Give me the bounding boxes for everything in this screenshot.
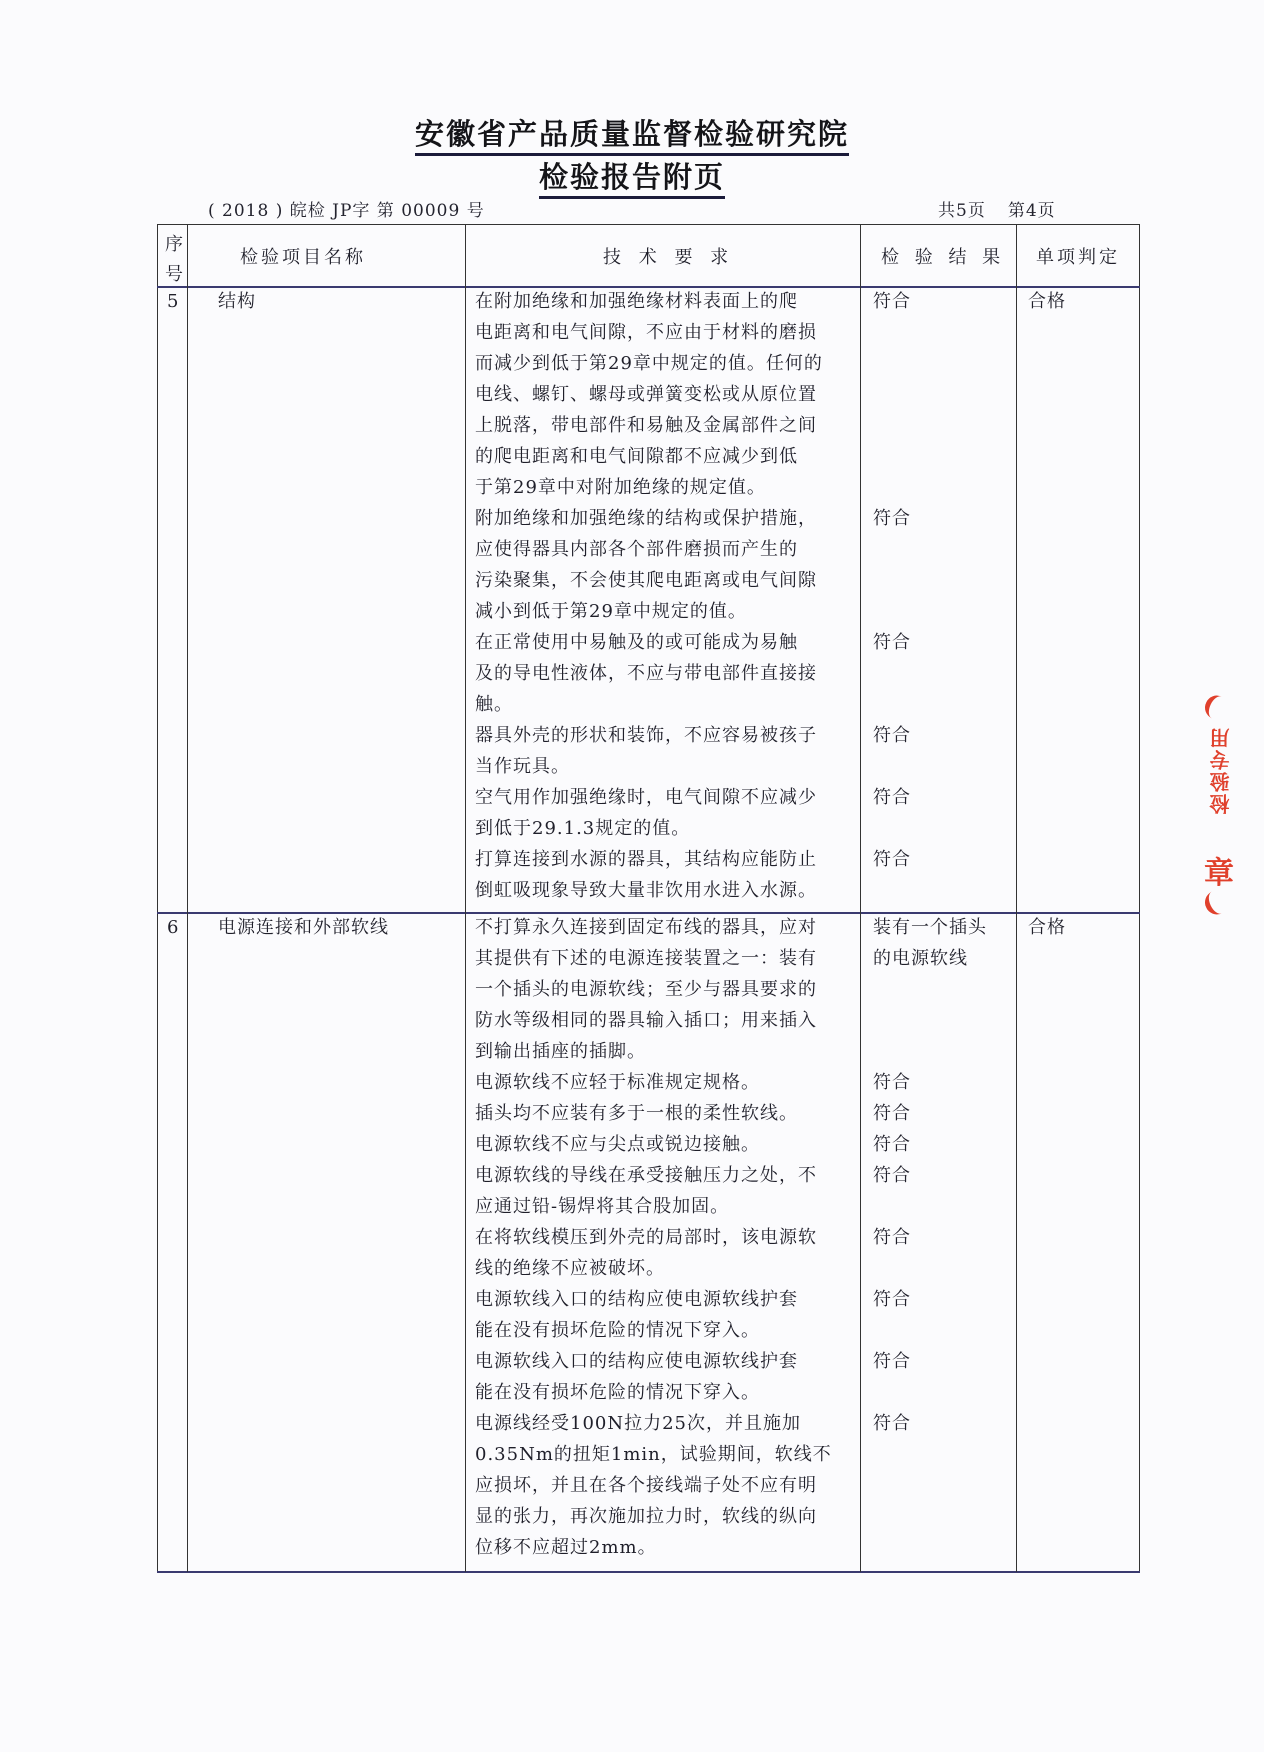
- requirement-line: 倒虹吸现象导致大量非饮用水进入水源。: [475, 880, 817, 901]
- requirement-line: 电源软线不应与尖点或锐边接触。: [475, 1134, 760, 1155]
- result-value: 符合: [873, 1072, 911, 1093]
- result-value: 符合: [873, 1134, 911, 1155]
- result-value: 符合: [873, 1165, 911, 1186]
- requirement-line: 污染聚集，不会使其爬电距离或电气间隙: [475, 570, 817, 591]
- column-header-verdict: 单项判定: [1036, 247, 1120, 268]
- result-line: 的电源软线: [873, 948, 968, 969]
- column-header-requirement: 技 术 要 求: [603, 247, 735, 268]
- requirement-line: 的爬电距离和电气间隙都不应减少到低: [475, 446, 798, 467]
- column-divider: [860, 224, 861, 1572]
- result-value: 符合: [873, 291, 911, 312]
- requirement-line: 电源软线入口的结构应使电源软线护套: [475, 1289, 798, 1310]
- requirement-line: 器具外壳的形状和装饰，不应容易被孩子: [475, 725, 817, 746]
- requirement-line: 当作玩具。: [475, 756, 570, 777]
- row-verdict: 合格: [1028, 917, 1066, 938]
- requirement-line: 而减少到低于第29章中规定的值。任何的: [475, 353, 823, 374]
- requirement-line: 能在没有损坏危险的情况下穿入。: [475, 1382, 760, 1403]
- requirement-line: 在附加绝缘和加强绝缘材料表面上的爬: [475, 291, 798, 312]
- column-divider: [465, 224, 466, 1572]
- requirement-line: 应使得器具内部各个部件磨损而产生的: [475, 539, 798, 560]
- requirement-line: 0.35Nm的扭矩1min，试验期间，软线不: [475, 1444, 832, 1465]
- institute-name: 安徽省产品质量监督检验研究院: [415, 117, 849, 156]
- result-value: 符合: [873, 787, 911, 808]
- row-seq: 5: [167, 291, 180, 312]
- requirement-line: 防水等级相同的器具输入插口；用来插入: [475, 1010, 817, 1031]
- requirement-line: 应通过铅-锡焊将其合股加固。: [475, 1196, 730, 1217]
- result-value: 符合: [873, 632, 911, 653]
- total-pages: 共5页: [938, 201, 986, 221]
- requirement-text: [475, 912, 832, 1563]
- requirement-line: 上脱落，带电部件和易触及金属部件之间: [475, 415, 817, 436]
- column-header-item: 检验项目名称: [240, 247, 366, 268]
- requirement-line: 于第29章中对附加绝缘的规定值。: [475, 477, 766, 498]
- result-value: 符合: [873, 1103, 911, 1124]
- requirement-line: 位移不应超过2mm。: [475, 1537, 657, 1558]
- requirement-line: 插头均不应装有多于一根的柔性软线。: [475, 1103, 798, 1124]
- row-item-name: 电源连接和外部软线: [218, 917, 389, 938]
- report-subtitle: [0, 155, 1264, 196]
- requirement-line: 触。: [475, 694, 513, 715]
- current-page: 第4页: [1007, 201, 1056, 221]
- result-value: 符合: [873, 508, 911, 529]
- requirement-line: 及的导电性液体，不应与带电部件直接接: [475, 663, 817, 684]
- requirement-text: [475, 286, 823, 906]
- column-header-result: 检 验 结 果: [881, 247, 1006, 268]
- report-number: ( 2018 ) 皖检 JP字 第 00009 号: [208, 201, 485, 221]
- requirement-line: 在正常使用中易触及的或可能成为易触: [475, 632, 798, 653]
- result-value: 符合: [873, 1289, 911, 1310]
- official-seal: [1192, 700, 1252, 910]
- requirement-line: 减小到低于第29章中规定的值。: [475, 601, 747, 622]
- requirement-line: 电源软线入口的结构应使电源软线护套: [475, 1351, 798, 1372]
- requirement-line: 一个插头的电源软线；至少与器具要求的: [475, 979, 817, 1000]
- row-seq: 6: [167, 917, 180, 938]
- column-header-seq: [165, 230, 183, 286]
- requirement-line: 打算连接到水源的器具，其结构应能防止: [475, 849, 817, 870]
- requirement-line: 到低于29.1.3规定的值。: [475, 818, 691, 839]
- seal-char: 章: [1204, 856, 1234, 891]
- result-value: 符合: [873, 849, 911, 870]
- seq-header-line1: 序: [165, 234, 183, 255]
- seal-text: 检验专用: [1209, 726, 1233, 814]
- row-verdict: 合格: [1028, 291, 1066, 312]
- table-bottom-border: [157, 1571, 1140, 1573]
- requirement-line: 电线、螺钉、螺母或弹簧变松或从原位置: [475, 384, 817, 405]
- row-item-name: 结构: [218, 291, 256, 312]
- requirement-line: 附加绝缘和加强绝缘的结构或保护措施，: [475, 508, 817, 529]
- column-divider: [1016, 224, 1017, 1572]
- requirement-line: 不打算永久连接到固定布线的器具，应对: [475, 917, 817, 938]
- requirement-line: 空气用作加强绝缘时，电气间隙不应减少: [475, 787, 817, 808]
- requirement-line: 电源线经受100N拉力25次，并且施加: [475, 1413, 802, 1434]
- subtitle-text: 检验报告附页: [539, 160, 725, 199]
- page-indicator: [938, 196, 1056, 221]
- requirement-line: 其提供有下述的电源连接装置之一：装有: [475, 948, 817, 969]
- requirement-line: 在将软线模压到外壳的局部时，该电源软: [475, 1227, 817, 1248]
- result-value: 符合: [873, 725, 911, 746]
- result-value: 符合: [873, 1351, 911, 1372]
- result-line: 装有一个插头: [873, 917, 987, 938]
- result-value: 符合: [873, 1413, 911, 1434]
- requirement-line: 电源软线的导线在承受接触压力之处，不: [475, 1165, 817, 1186]
- requirement-line: 应损坏，并且在各个接线端子处不应有明: [475, 1475, 817, 1496]
- column-divider: [187, 224, 188, 1572]
- result-value: 符合: [873, 1227, 911, 1248]
- requirement-line: 电距离和电气间隙，不应由于材料的磨损: [475, 322, 817, 343]
- requirement-line: 能在没有损坏危险的情况下穿入。: [475, 1320, 760, 1341]
- institute-title: [0, 112, 1264, 153]
- requirement-line: 电源软线不应轻于标准规定规格。: [475, 1072, 760, 1093]
- requirement-line: 线的绝缘不应被破坏。: [475, 1258, 665, 1279]
- seq-header-line2: 号: [165, 264, 183, 285]
- result-value: [873, 912, 987, 974]
- requirement-line: 显的张力，再次施加拉力时，软线的纵向: [475, 1506, 817, 1527]
- requirement-line: 到输出插座的插脚。: [475, 1041, 646, 1062]
